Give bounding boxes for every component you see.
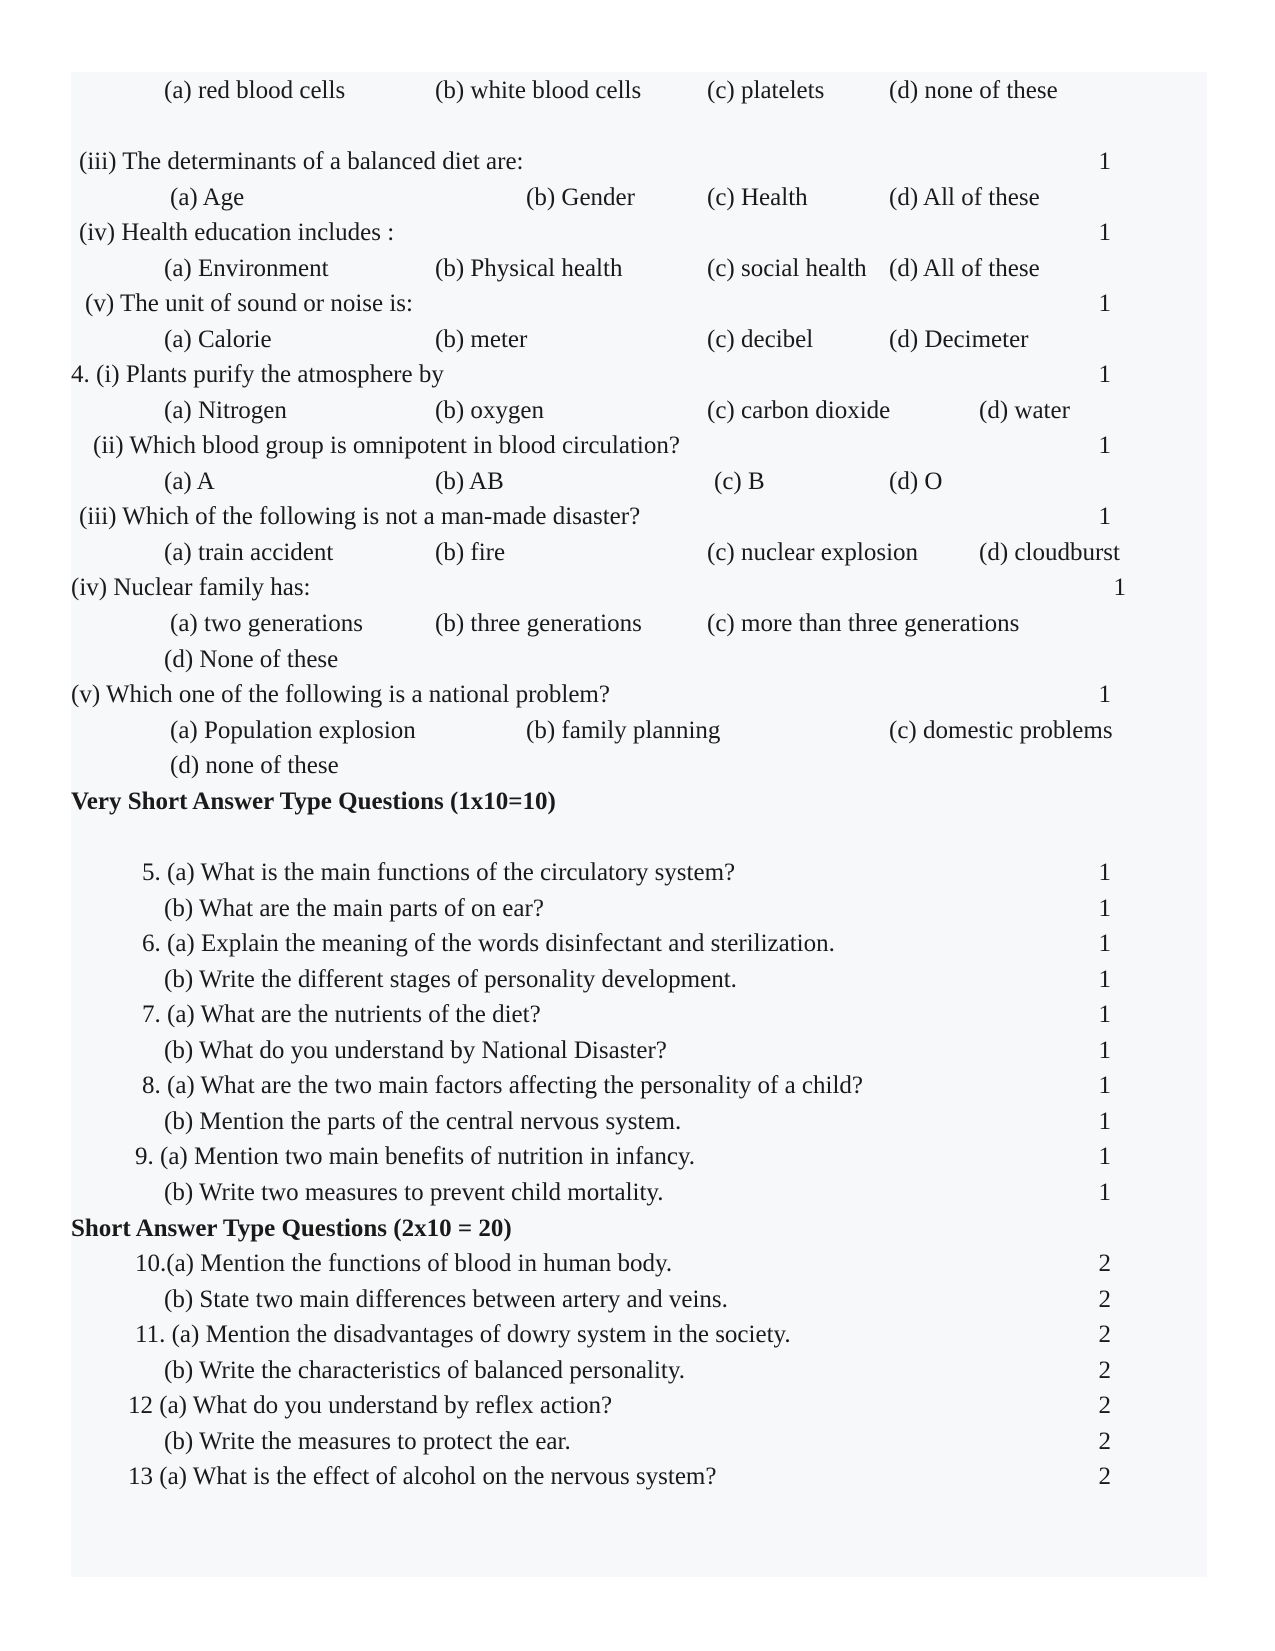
section-heading-row [71,783,1207,820]
question-text: (iii) Which of the following is not a man-made disaster? [79,503,641,530]
question-row [71,1103,1207,1140]
section-heading: Very Short Answer Type Questions (1x10=10) [71,788,556,815]
option-text: (c) carbon dioxide [707,397,891,424]
question-row [71,1387,1207,1424]
question-row [71,1281,1207,1318]
question-mark: 1 [1098,966,1111,993]
question-mark: 1 [1098,219,1111,246]
question-mark: 2 [1098,1321,1111,1348]
question-mark: 1 [1098,148,1111,175]
option-text: (d) none of these [889,77,1058,104]
option-text: (b) three generations [435,610,642,637]
option-text: (a) Age [170,184,245,211]
question-text: 5. (a) What is the main functions of the circulatory system? [142,859,736,886]
question-row [71,1316,1207,1353]
question-mark: 1 [1098,1143,1111,1170]
options-row [71,392,1207,429]
question-mark: 1 [1098,290,1111,317]
question-text: (b) What are the main parts of on ear? [164,895,544,922]
option-text: (c) decibel [707,326,814,353]
question-text: (v) The unit of sound or noise is: [85,290,413,317]
question-text: (b) Write the characteristics of balanced personality. [164,1357,685,1384]
question-text: (b) Mention the parts of the central nervous system. [164,1108,682,1135]
question-mark: 2 [1098,1357,1111,1384]
question-row [71,961,1207,998]
option-text: (c) domestic problems [889,717,1113,744]
option-text: (a) red blood cells [164,77,346,104]
question-text: (v) Which one of the following is a national problem? [71,681,610,708]
options-row [71,72,1207,109]
question-row [71,1245,1207,1282]
option-text: (a) Environment [164,255,329,282]
question-text: (b) Write two measures to prevent child mortality. [164,1179,664,1206]
option-text: (a) train accident [164,539,334,566]
question-row [71,285,1207,322]
section-heading: Short Answer Type Questions (2x10 = 20) [71,1215,512,1242]
question-row [71,498,1207,535]
option-text: (c) Health [707,184,808,211]
question-mark: 1 [1098,1179,1111,1206]
question-text: (ii) Which blood group is omnipotent in blood circulation? [93,432,680,459]
options-row [71,179,1207,216]
question-row [71,1423,1207,1460]
question-text: 6. (a) Explain the meaning of the words disinfectant and sterilization. [142,930,835,957]
question-row [71,1032,1207,1069]
option-text: (d) cloudburst [979,539,1120,566]
option-text: (b) oxygen [435,397,544,424]
question-mark: 1 [1098,432,1111,459]
option-text: (a) Population explosion [170,717,416,744]
question-text: (iii) The determinants of a balanced diet are: [79,148,524,175]
option-text: (d) water [979,397,1070,424]
option-text: (a) Nitrogen [164,397,287,424]
question-mark: 2 [1098,1250,1111,1277]
options-row [71,712,1207,749]
options-row [71,747,1207,784]
question-text: (iv) Nuclear family has: [71,574,311,601]
question-text: (b) State two main differences between artery and veins. [164,1286,728,1313]
question-text: (b) Write the different stages of personality development. [164,966,737,993]
question-mark: 1 [1098,895,1111,922]
option-text: (a) Calorie [164,326,272,353]
question-row [71,676,1207,713]
option-text: (b) Gender [526,184,635,211]
options-row [71,534,1207,571]
question-text: 9. (a) Mention two main benefits of nutrition in infancy. [135,1143,696,1170]
option-text: (b) white blood cells [435,77,642,104]
section-heading-row [71,1210,1207,1247]
options-row [71,605,1207,642]
question-row [71,1174,1207,1211]
question-mark: 1 [1098,1072,1111,1099]
question-row [71,1458,1207,1495]
option-text: (b) Physical health [435,255,623,282]
option-text: (c) social health [707,255,867,282]
question-text: 8. (a) What are the two main factors affecting the personality of a child? [142,1072,864,1099]
options-row [71,463,1207,500]
question-row [71,1352,1207,1389]
question-row [71,214,1207,251]
option-text: (c) platelets [707,77,825,104]
option-text: (b) meter [435,326,528,353]
question-row [71,1067,1207,1104]
question-text: 12 (a) What do you understand by reflex action? [128,1392,613,1419]
option-text: (d) None of these [164,646,339,673]
question-row [71,925,1207,962]
question-mark: 1 [1098,859,1111,886]
option-text: (c) more than three generations [707,610,1020,637]
question-row [71,1138,1207,1175]
question-row [71,890,1207,927]
option-text: (d) none of these [170,752,339,779]
option-text: (a) two generations [170,610,363,637]
question-mark: 2 [1098,1392,1111,1419]
question-mark: 1 [1098,1001,1111,1028]
question-mark: 2 [1098,1428,1111,1455]
option-text: (d) All of these [889,255,1040,282]
question-mark: 2 [1098,1463,1111,1490]
option-text: (c) nuclear explosion [707,539,919,566]
question-mark: 2 [1098,1286,1111,1313]
question-mark: 1 [1113,574,1126,601]
question-text: (b) What do you understand by National Disaster? [164,1037,667,1064]
question-row [71,356,1207,393]
question-mark: 1 [1098,1108,1111,1135]
option-text: (b) AB [435,468,504,495]
question-text: 4. (i) Plants purify the atmosphere by [71,361,444,388]
question-text: 7. (a) What are the nutrients of the diet? [142,1001,541,1028]
question-mark: 1 [1098,930,1111,957]
options-row [71,250,1207,287]
question-row [71,143,1207,180]
option-text: (b) fire [435,539,506,566]
question-row [71,996,1207,1033]
question-text: 13 (a) What is the effect of alcohol on the nervous system? [128,1463,717,1490]
option-text: (d) O [889,468,943,495]
options-row [71,321,1207,358]
question-row [71,569,1207,606]
option-text: (c) B [714,468,765,495]
question-text: (iv) Health education includes : [79,219,395,246]
options-row [71,641,1207,678]
exam-page [71,72,1207,1577]
question-mark: 1 [1098,503,1111,530]
question-text: 10.(a) Mention the functions of blood in human body. [135,1250,673,1277]
question-text: (b) Write the measures to protect the ear. [164,1428,571,1455]
option-text: (a) A [164,468,215,495]
question-mark: 1 [1098,361,1111,388]
question-row [71,854,1207,891]
option-text: (d) All of these [889,184,1040,211]
question-mark: 1 [1098,681,1111,708]
option-text: (b) family planning [526,717,721,744]
question-text: 11. (a) Mention the disadvantages of dowry system in the society. [135,1321,791,1348]
option-text: (d) Decimeter [889,326,1029,353]
question-mark: 1 [1098,1037,1111,1064]
question-row [71,427,1207,464]
